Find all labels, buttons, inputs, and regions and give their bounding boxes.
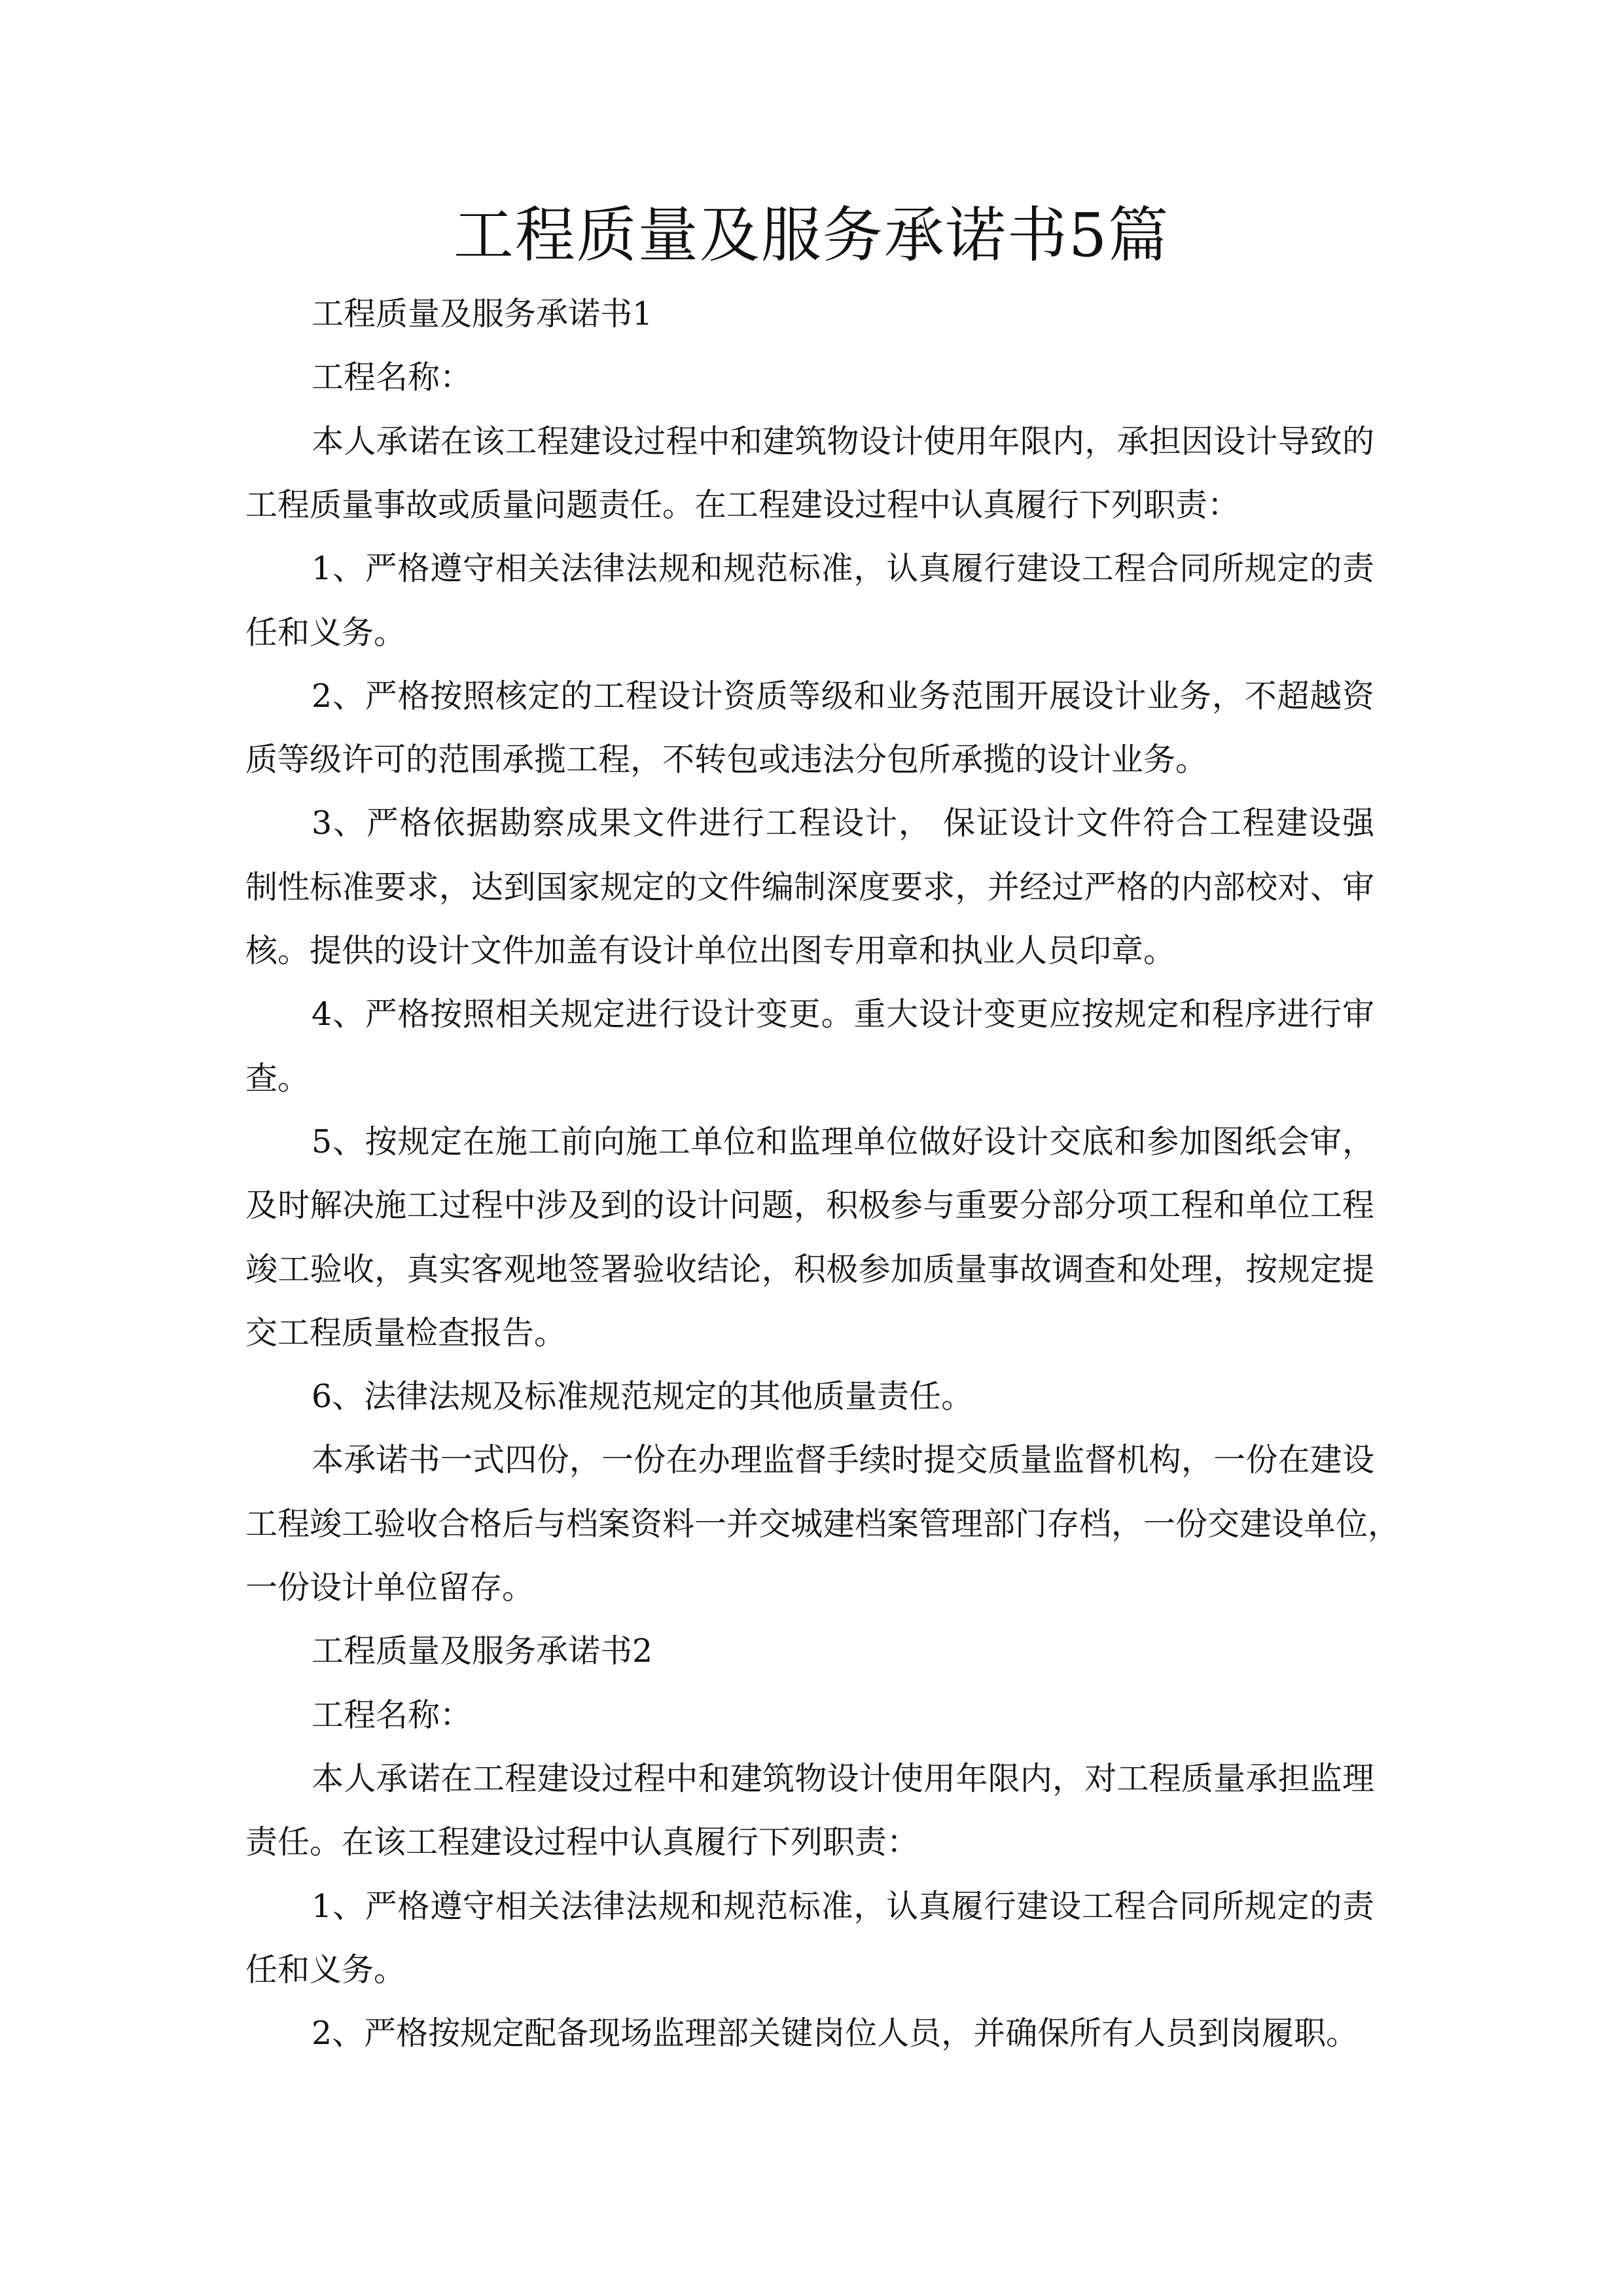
text-line: 5、按规定在施工前向施工单位和监理单位做好设计交底和参加图纸会审， <box>312 1122 1374 1160</box>
text-line: 6、法律法规及标准规范规定的其他质量责任。 <box>312 1378 974 1416</box>
text-line: 核。提供的设计文件加盖有设计单位出图专用章和执业人员印章。 <box>245 932 1176 969</box>
text-line: 工程质量事故或质量问题责任。在工程建设过程中认真履行下列职责： <box>245 486 1240 524</box>
text-line: 工程名称： <box>312 359 473 397</box>
text-line: 1、严格遵守相关法律法规和规范标准，认真履行建设工程合同所规定的责 <box>312 1887 1374 1925</box>
text-line: 查。 <box>245 1059 310 1097</box>
text-line: 工程质量及服务承诺书2 <box>312 1632 653 1670</box>
text-line: 本人承诺在该工程建设过程中和建筑物设计使用年限内，承担因设计导致的 <box>312 422 1374 460</box>
text-line: 交工程质量检查报告。 <box>245 1314 567 1352</box>
text-line: 及时解决施工过程中涉及到的设计问题，积极参与重要分部分项工程和单位工程 <box>245 1187 1374 1225</box>
text-line: 工程名称： <box>312 1696 473 1734</box>
text-line: 工程竣工验收合格后与档案资料一并交城建档案管理部门存档，一份交建设单位， <box>245 1505 1400 1543</box>
text-line: 3、严格依据勘察成果文件进行工程设计， 保证设计文件符合工程建设强 <box>312 804 1374 842</box>
text-line: 2、严格按规定配备现场监理部关键岗位人员，并确保所有人员到岗履职。 <box>312 2015 1359 2053</box>
text-line: 竣工验收，真实客观地签署验收结论，积极参加质量事故调查和处理，按规定提 <box>245 1250 1374 1288</box>
text-line: 一份设计单位留存。 <box>245 1569 535 1606</box>
document-title: 工程质量及服务承诺书5篇 <box>453 200 1170 270</box>
text-line: 质等级许可的范围承揽工程，不转包或违法分包所承揽的设计业务。 <box>245 741 1208 779</box>
text-line: 2、严格按照核定的工程设计资质等级和业务范围开展设计业务，不超越资 <box>312 677 1374 715</box>
text-line: 任和义务。 <box>245 613 406 651</box>
text-line: 责任。在该工程建设过程中认真履行下列职责： <box>245 1823 919 1861</box>
text-line: 任和义务。 <box>245 1950 406 1988</box>
text-line: 制性标准要求，达到国家规定的文件编制深度要求，并经过严格的内部校对、审 <box>245 868 1374 906</box>
text-line: 本人承诺在工程建设过程中和建筑物设计使用年限内，对工程质量承担监理 <box>312 1759 1374 1797</box>
text-line: 1、严格遵守相关法律法规和规范标准，认真履行建设工程合同所规定的责 <box>312 550 1374 588</box>
text-line: 4、严格按照相关规定进行设计变更。重大设计变更应按规定和程序进行审 <box>312 996 1374 1033</box>
text-line: 工程质量及服务承诺书1 <box>312 295 653 332</box>
text-line: 本承诺书一式四份，一份在办理监督手续时提交质量监督机构，一份在建设 <box>312 1441 1374 1479</box>
